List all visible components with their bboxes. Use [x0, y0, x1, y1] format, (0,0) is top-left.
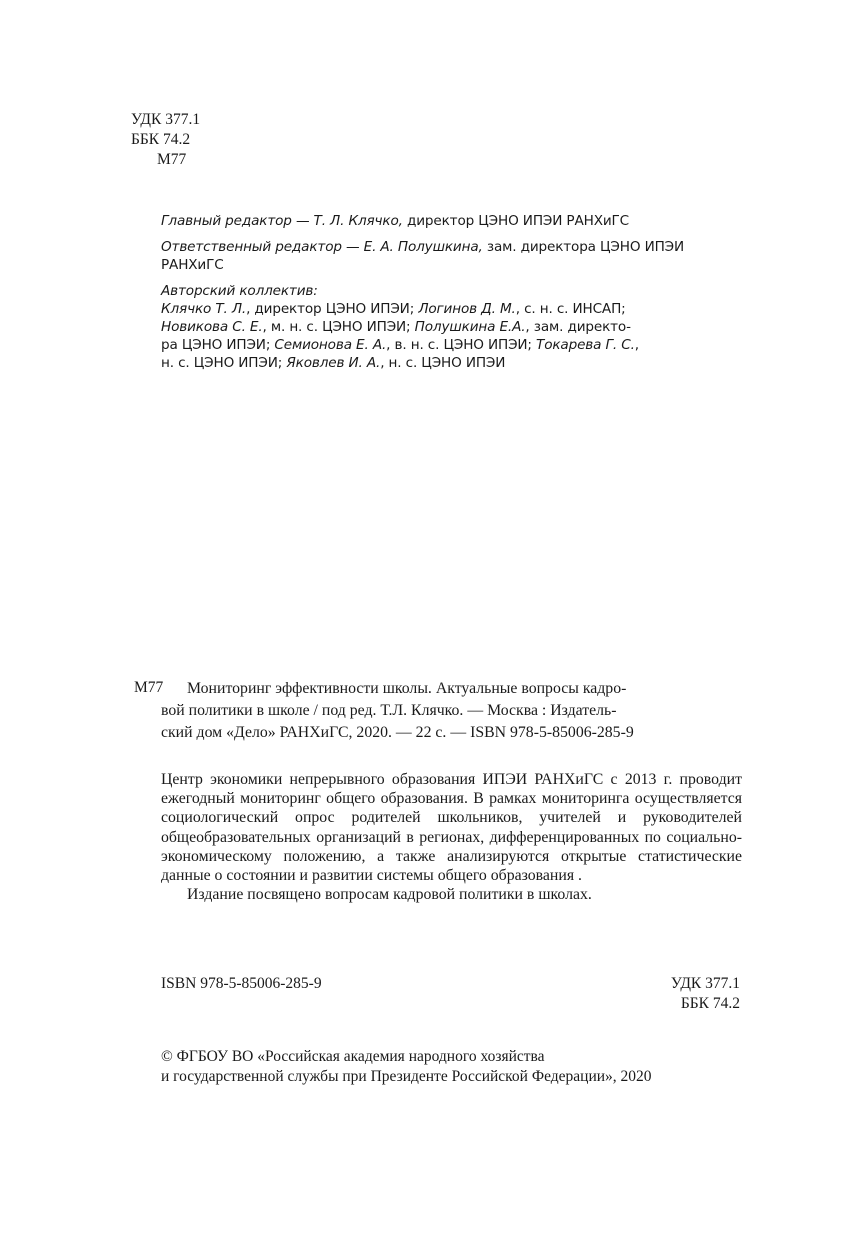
- bib-line-1: Мониторинг эффективности школы. Актуальные вопросы кадро-: [187, 680, 627, 697]
- footer-udk: УДК 377.1: [670, 975, 740, 992]
- responsible-editor-cont: РАНХиГС: [161, 257, 224, 273]
- editorial-credits: [161, 212, 761, 372]
- annotation: [161, 770, 742, 904]
- classification-codes: [131, 110, 200, 170]
- footer-classification: [600, 974, 740, 1014]
- copyright-line-1: © ФГБОУ ВО «Российская академия народного хозяйства: [161, 1048, 545, 1065]
- chief-editor: [161, 212, 761, 230]
- udk-code: УДК 377.1: [131, 111, 201, 128]
- annotation-paragraph-1: Центр экономики непрерывного образования ИПЭИ РАНХиГС с 2013 г. проводит ежегодный мониторинг общего образования. В рамках мониторинга осуществляется социологический опрос родителей школьников, учителей и руководителей общеобразовательных организаций в регионах, дифференцированных по социально-экономическому положению, а также анализируются открытые статистические данные о состоянии и развитии системы общего образования .: [161, 771, 742, 885]
- chief-editor-position: директор ЦЭНО ИПЭИ РАНХиГС: [402, 213, 630, 229]
- authors-line-4: н. с. ЦЭНО ИПЭИ; Яковлев И. А., н. с. ЦЭНО ИПЭИ: [161, 355, 506, 371]
- annotation-paragraph-2: Издание посвящено вопросам кадровой политики в школах.: [187, 886, 592, 904]
- isbn: ISBN 978-5-85006-285-9: [161, 975, 322, 992]
- resp-editor-role: Ответственный редактор — Е. А. Полушкина,: [161, 239, 483, 255]
- bib-line-3: ский дом «Дело» РАНХиГС, 2020. — 22 с. — ISBN 978-5-85006-285-9: [161, 724, 634, 741]
- chief-editor-role: Главный редактор — Т. Л. Клячко,: [161, 213, 403, 229]
- responsible-editor: [161, 238, 761, 256]
- bbk-code: ББК 74.2: [131, 131, 191, 148]
- resp-editor-position: зам. директора ЦЭНО ИПЭИ: [482, 239, 685, 255]
- bibliographic-record: [161, 678, 741, 744]
- copyright: [161, 1047, 761, 1087]
- footer-bbk: ББК 74.2: [680, 995, 740, 1012]
- bibliography-code: М77: [134, 679, 164, 696]
- bib-line-2: вой политики в школе / под ред. Т.Л. Клячко. — Москва : Издатель-: [161, 702, 617, 719]
- authors-line-3: ра ЦЭНО ИПЭИ; Семионова Е. А., в. н. с. ЦЭНО ИПЭИ; Токарева Г. С.,: [161, 337, 639, 353]
- copyright-line-2: и государственной службы при Президенте Российской Федерации», 2020: [161, 1068, 652, 1085]
- authors-line-2: Новикова С. Е., м. н. с. ЦЭНО ИПЭИ; Полушкина Е.А., зам. директо-: [161, 319, 631, 335]
- authors-line-1: Клячко Т. Л., директор ЦЭНО ИПЭИ; Логинов Д. М., с. н. с. ИНСАП;: [161, 301, 626, 317]
- author-mark: М77: [157, 151, 187, 168]
- authors-heading: Авторский коллектив:: [161, 283, 318, 299]
